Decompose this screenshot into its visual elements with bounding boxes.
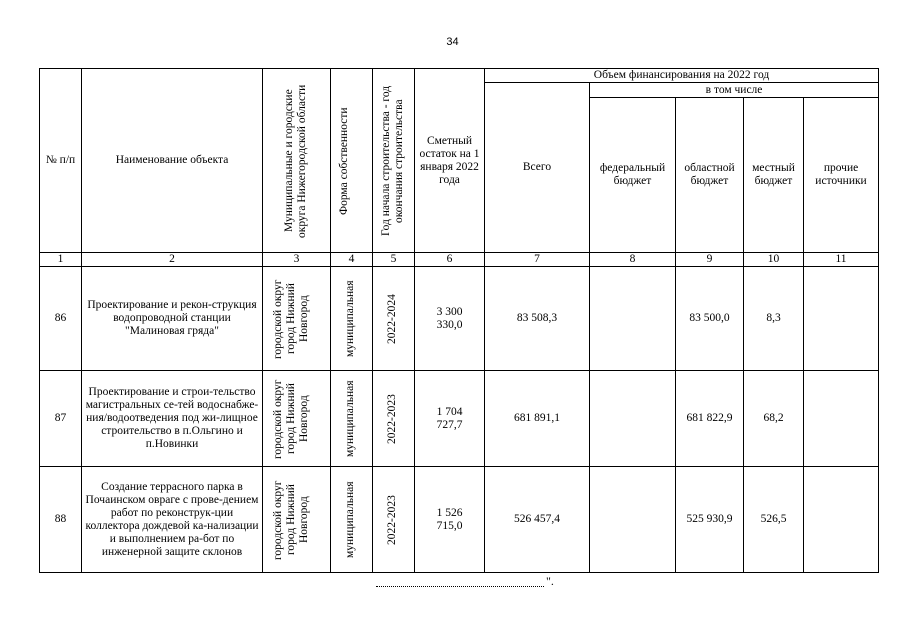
row-local: 8,3: [744, 267, 804, 371]
financing-table: [39, 68, 879, 573]
row-local: 68,2: [744, 371, 804, 467]
header-including: в том числе: [590, 83, 879, 98]
row-other: [804, 371, 879, 467]
col-number: 5: [373, 253, 415, 267]
table-row: [40, 371, 879, 467]
header-municipal: Муниципальные и городские округа Нижегородской области: [263, 69, 331, 253]
row-municipal: городской округ город Нижний Новгород: [263, 371, 331, 467]
row-other: [804, 267, 879, 371]
row-name: Создание террасного парка в Почаинском овраге с прове-дением работ по реконструк-ции коллектора дождевой ка-нализации и выполнением ра-бот по инженерной защите склонов: [82, 467, 263, 573]
row-total: 681 891,1: [485, 371, 590, 467]
row-federal: [590, 371, 676, 467]
row-num: 88: [40, 467, 82, 573]
closing-quote: ".: [546, 574, 554, 588]
header-name: Наименование объекта: [82, 69, 263, 253]
row-name: Проектирование и рекон-струкция водопроводной станции "Малиновая гряда": [82, 267, 263, 371]
header-num: № п/п: [40, 69, 82, 253]
col-number: 4: [331, 253, 373, 267]
col-number: 10: [744, 253, 804, 267]
row-remainder: 1 704 727,7: [415, 371, 485, 467]
row-ownership: муниципальная: [331, 267, 373, 371]
row-local: 526,5: [744, 467, 804, 573]
header-total: Всего: [485, 83, 590, 253]
row-federal: [590, 267, 676, 371]
header-years: Год начала строительства - год окончания строительства: [373, 69, 415, 253]
row-other: [804, 467, 879, 573]
row-regional: 83 500,0: [676, 267, 744, 371]
header-remainder: Сметный остаток на 1 января 2022 года: [415, 69, 485, 253]
table-row: [40, 467, 879, 573]
closing-dotted-line: [376, 580, 544, 587]
col-number: 6: [415, 253, 485, 267]
row-federal: [590, 467, 676, 573]
col-number: 7: [485, 253, 590, 267]
row-years: 2022-2023: [373, 467, 415, 573]
col-number: 8: [590, 253, 676, 267]
table-row: [40, 267, 879, 371]
header-federal: федеральный бюджет: [590, 98, 676, 253]
row-municipal: городской округ город Нижний Новгород: [263, 467, 331, 573]
row-regional: 681 822,9: [676, 371, 744, 467]
header-ownership: Форма собственности: [331, 69, 373, 253]
header-regional: областной бюджет: [676, 98, 744, 253]
row-num: 86: [40, 267, 82, 371]
row-name: Проектирование и строи-тельство магистральных се-тей водоснабже-ния/водоотведения под жи-лищное строительство в п.Ольгино и п.Новинки: [82, 371, 263, 467]
row-ownership: муниципальная: [331, 371, 373, 467]
col-number: 9: [676, 253, 744, 267]
header-other: прочие источники: [804, 98, 879, 253]
row-years: 2022-2024: [373, 267, 415, 371]
column-number-row: [40, 253, 879, 267]
row-municipal: городской округ город Нижний Новгород: [263, 267, 331, 371]
row-ownership: муниципальная: [331, 467, 373, 573]
row-remainder: 1 526 715,0: [415, 467, 485, 573]
col-number: 3: [263, 253, 331, 267]
col-number: 1: [40, 253, 82, 267]
header-local: местный бюджет: [744, 98, 804, 253]
page-number: 34: [446, 36, 459, 48]
col-number: 2: [82, 253, 263, 267]
row-total: 526 457,4: [485, 467, 590, 573]
header-funding: Объем финансирования на 2022 год: [485, 69, 879, 83]
col-number: 11: [804, 253, 879, 267]
row-remainder: 3 300 330,0: [415, 267, 485, 371]
row-regional: 525 930,9: [676, 467, 744, 573]
row-total: 83 508,3: [485, 267, 590, 371]
row-num: 87: [40, 371, 82, 467]
row-years: 2022-2023: [373, 371, 415, 467]
